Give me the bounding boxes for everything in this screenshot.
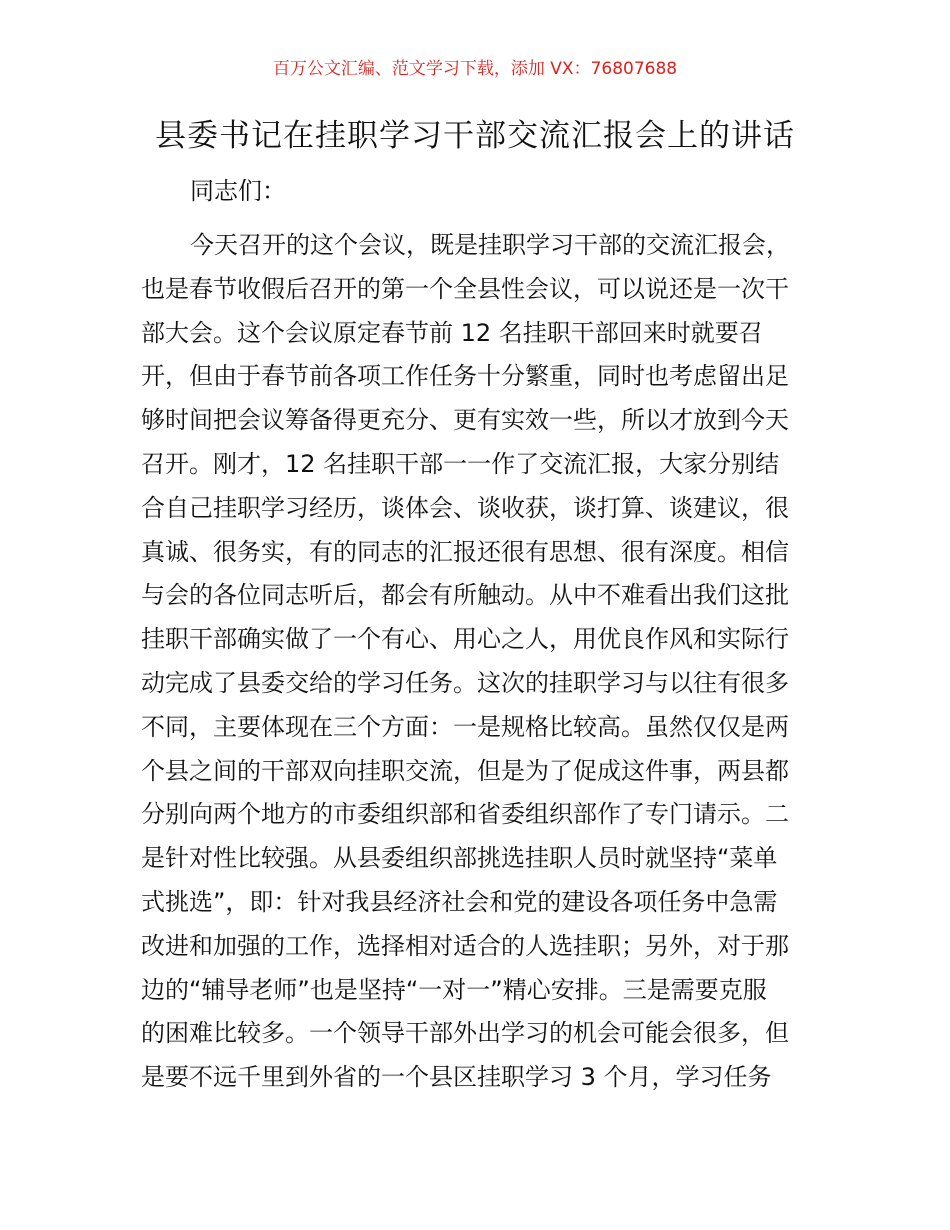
paragraph-line: 今天召开的这个会议，既是挂职学习干部的交流汇报会， xyxy=(190,231,790,259)
paragraph-line: 不同，主要体现在三个方面：一是规格比较高。虽然仅仅是两 xyxy=(141,712,789,741)
paragraph-line: 个县之间的干部双向挂职交流，但是为了促成这件事，两县都 xyxy=(141,756,789,785)
paragraph-line: 改进和加强的工作，选择相对适合的人选挂职；另外，对于那 xyxy=(141,931,789,960)
paragraph-line: 也是春节收假后召开的第一个全县性会议，可以说还是一次干 xyxy=(141,274,789,303)
paragraph-line: 式挑选”，即：针对我县经济社会和党的建设各项任务中急需 xyxy=(141,887,778,916)
watermark-banner: 百万公文汇编、范文学习下载，添加 VX：76807688 xyxy=(272,59,678,79)
document-title: 县委书记在挂职学习干部交流汇报会上的讲话 xyxy=(155,118,795,154)
paragraph-line: 分别向两个地方的市委组织部和省委组织部作了专门请示。二 xyxy=(141,800,789,829)
body-paragraph xyxy=(141,224,813,1100)
paragraph-line: 够时间把会议筹备得更充分、更有实效一些，所以才放到今天 xyxy=(141,406,789,435)
paragraph-line: 真诚、很务实，有的同志的汇报还很有思想、很有深度。相信 xyxy=(141,537,789,566)
paragraph-line: 挂职干部确实做了一个有心、用心之人，用优良作风和实际行 xyxy=(141,625,789,654)
paragraph-line: 动完成了县委交给的学习任务。这次的挂职学习与以往有很多 xyxy=(141,668,789,697)
paragraph-line: 是要不远千里到外省的一个县区挂职学习 3 个月，学习任务 xyxy=(141,1063,772,1092)
paragraph-line: 开，但由于春节前各项工作任务十分繁重，同时也考虑留出足 xyxy=(141,362,789,391)
salutation: 同志们： xyxy=(190,177,286,205)
paragraph-line: 合自己挂职学习经历，谈体会、谈收获，谈打算、谈建议，很 xyxy=(141,493,789,522)
paragraph-line: 是针对性比较强。从县委组织部挑选挂职人员时就坚持“菜单 xyxy=(141,844,778,873)
paragraph-line: 边的“辅导老师”也是坚持“一对一”精心安排。三是需要克服 xyxy=(141,975,767,1004)
paragraph-line: 部大会。这个会议原定春节前 12 名挂职干部回来时就要召 xyxy=(141,318,763,347)
paragraph-line: 召开。刚才，12 名挂职干部一一作了交流汇报，大家分别结 xyxy=(141,449,780,478)
paragraph-line: 的困难比较多。一个领导干部外出学习的机会可能会很多，但 xyxy=(141,1019,789,1048)
paragraph-line: 与会的各位同志听后，都会有所触动。从中不难看出我们这批 xyxy=(141,581,789,610)
